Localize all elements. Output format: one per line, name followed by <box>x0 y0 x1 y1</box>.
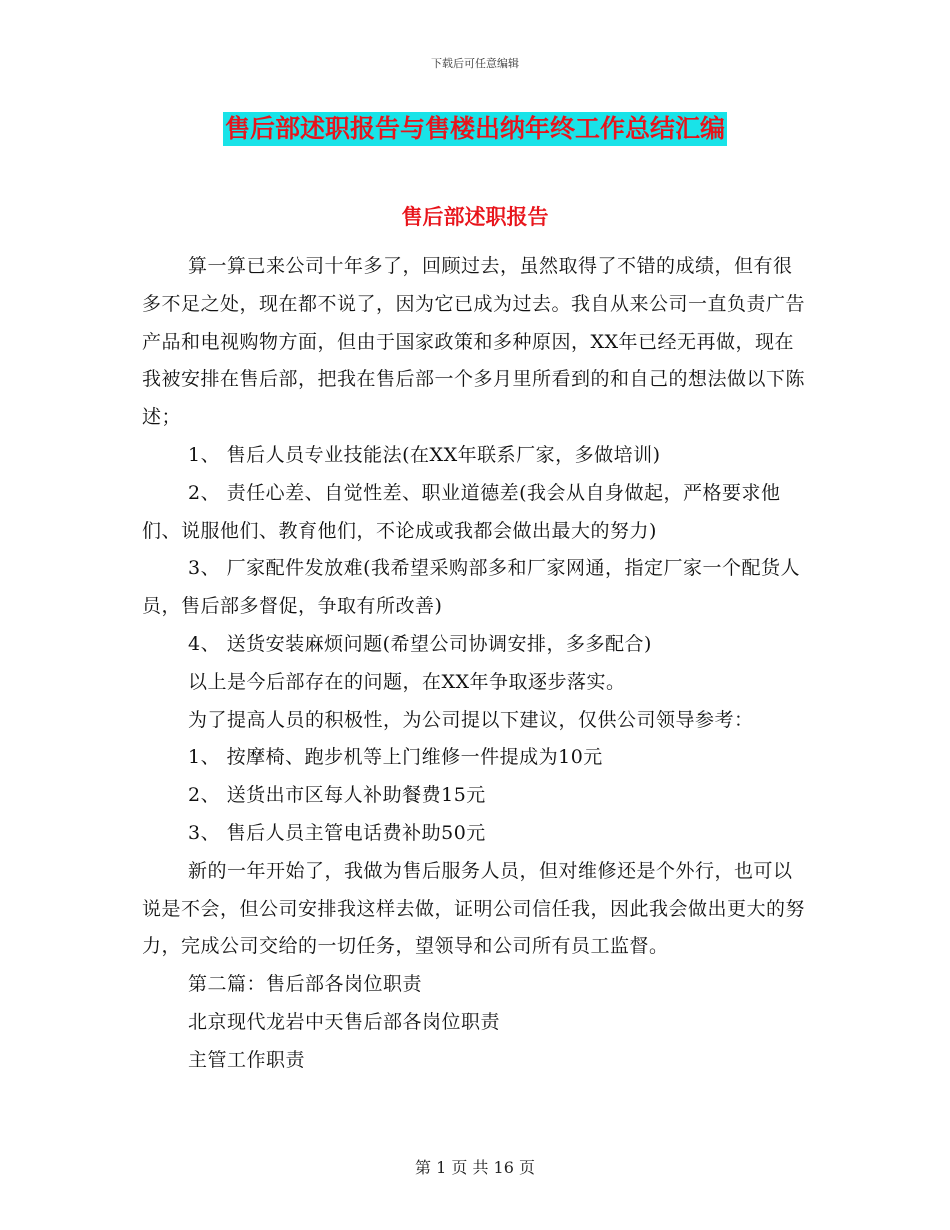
document-title-wrapper <box>0 112 950 146</box>
subsection-heading: 主管工作职责 <box>188 1048 306 1071</box>
paragraph: 为了提高人员的积极性，为公司提以下建议，仅供公司领导参考： <box>188 708 754 731</box>
subsection-heading: 北京现代龙岩中天售后部各岗位职责 <box>188 1010 501 1033</box>
document-body <box>142 248 810 1080</box>
subsection-heading: 第二篇：售后部各岗位职责 <box>188 973 423 996</box>
list-item: 3、 售后人员主管电话费补助50元 <box>188 821 486 844</box>
list-item: 1、 售后人员专业技能法(在XX年联系厂家，多做培训) <box>188 443 661 466</box>
paragraph: 算一算已来公司十年多了，回顾过去，虽然取得了不错的成绩，但有很多不足之处，现在都不说了，因为它已成为过去。我自从来公司一直负责广告产品和电视购物方面，但由于国家政策和多种原因，XX年已经无再做，现在我被安排在售后部，把我在售后部一个多月里所看到的和自己的想法做以下陈述； <box>142 255 806 429</box>
paragraph: 以上是今后部存在的问题，在XX年争取逐步落实。 <box>188 670 626 693</box>
document-title: 售后部述职报告与售楼出纳年终工作总结汇编 <box>223 112 727 146</box>
page-header-note: 下载后可任意编辑 <box>431 57 519 70</box>
page-footer: 第 1 页 共 16 页 <box>415 1158 535 1177</box>
paragraph: 新的一年开始了，我做为售后服务人员，但对维修还是个外行，也可以说是不会，但公司安排我这样去做，证明公司信任我，因此我会做出更大的努力，完成公司交给的一切任务，望领导和公司所有员工监督。 <box>142 859 806 958</box>
section-title: 售后部述职报告 <box>401 204 549 229</box>
list-item: 3、 厂家配件发放难(我希望采购部多和厂家网通，指定厂家一个配货人员，售后部多督促，争取有所改善) <box>142 557 801 618</box>
list-item: 2、 责任心差、自觉性差、职业道德差(我会从自身做起，严格要求他们、说服他们、教育他们，不论成或我都会做出最大的努力) <box>142 481 781 542</box>
list-item: 4、 送货安装麻烦问题(希望公司协调安排，多多配合) <box>188 632 652 655</box>
list-item: 1、 按摩椅、跑步机等上门维修一件提成为10元 <box>188 746 603 769</box>
list-item: 2、 送货出市区每人补助餐费15元 <box>188 784 486 807</box>
